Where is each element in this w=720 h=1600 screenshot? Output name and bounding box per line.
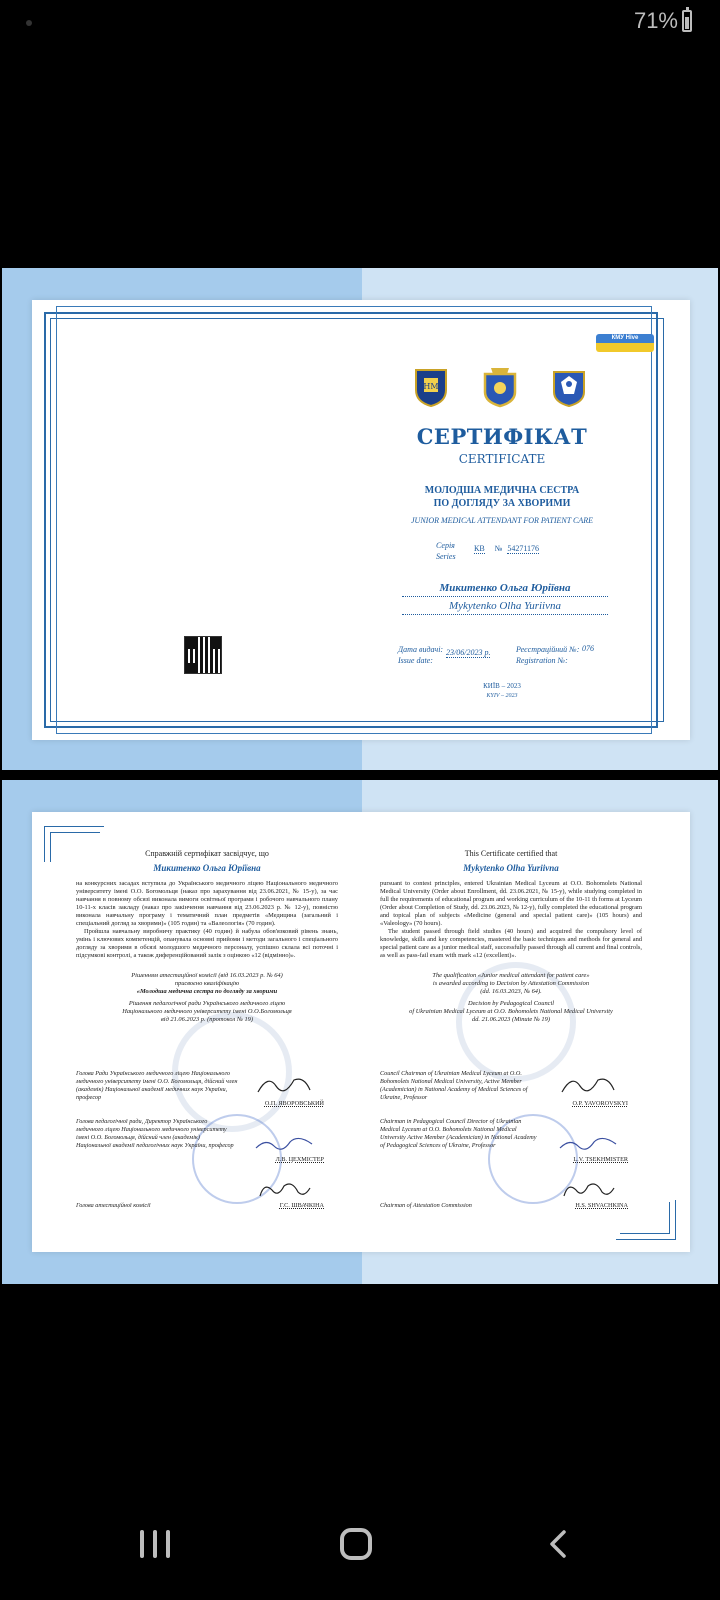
city-year-en: KYIV – 2023 bbox=[486, 693, 518, 699]
column-holder-name: Mykytenko Olha Yuriivna bbox=[463, 863, 559, 873]
signature-name: Л.В. ЦЕХМІСТЕР bbox=[275, 1156, 324, 1163]
signature-block bbox=[76, 1202, 324, 1210]
signature-name: О.П. ЯВОРОВСЬКИЙ bbox=[264, 1100, 324, 1107]
signature-block bbox=[380, 1070, 628, 1107]
svg-text:НМ: НМ bbox=[423, 382, 439, 391]
decision-block bbox=[76, 1000, 338, 1024]
emblem-row bbox=[410, 364, 590, 408]
series-label-en: Series bbox=[436, 552, 456, 561]
home-button[interactable] bbox=[340, 1528, 372, 1560]
column-heading: This Certificate certified that bbox=[464, 849, 558, 858]
signature-icon bbox=[558, 1178, 618, 1204]
series-number bbox=[474, 544, 547, 554]
battery-percent: 71% bbox=[633, 8, 678, 33]
signature-name: O.P. YAVOROVSKYI bbox=[572, 1100, 628, 1107]
column-body bbox=[380, 880, 642, 960]
signature-name: Г.С. ШВАЧКІНА bbox=[279, 1202, 324, 1209]
qualification-line: is awarded according to Decision by Attestation Commission bbox=[432, 980, 590, 987]
column-body bbox=[76, 880, 338, 960]
qualification-block bbox=[76, 972, 338, 996]
signature-icon bbox=[254, 1178, 314, 1204]
series-label-ua: Серія bbox=[436, 541, 455, 550]
brand-badge: КМУ Hive bbox=[596, 334, 654, 352]
system-nav-bar bbox=[0, 1500, 720, 1600]
signature-title: Chairman in Pedagogical Council Director of Ukrainian Medical Lyceum at O.O. Bohomolets National Medical University Active Member (Academician) in National Academy of Pedagogical Sciences of Ukraine, Professor bbox=[380, 1118, 537, 1149]
certificate-title-en: CERTIFICATE bbox=[458, 452, 546, 466]
qualification-ua-line2: ПО ДОГЛЯДУ ЗА ХВОРИМИ bbox=[433, 498, 571, 509]
column-paragraph: The student passed through field studies (40 hours) and acquired the compulsory level of knowledge, skills and key competencies, mastered the basic techniques and methods for general and special patient care as a junior medical staff, successfully passed through all current and final controls, as well as pass-fail exam with mark «12 (excellent)». bbox=[380, 928, 642, 959]
qualification-block bbox=[380, 972, 642, 996]
battery-icon bbox=[682, 10, 692, 32]
signature-icon bbox=[558, 1132, 618, 1158]
signature-block bbox=[76, 1070, 324, 1107]
qualification-line: «Молодша медична сестра по догляду за хворими bbox=[136, 988, 278, 995]
issue-date-label bbox=[398, 644, 443, 666]
decision-line: від 21.06.2023 р. (протокол № 19) bbox=[161, 1016, 253, 1023]
signature-icon bbox=[558, 1072, 618, 1098]
qualification-ua-line1: МОЛОДША МЕДИЧНА СЕСТРА bbox=[424, 485, 580, 496]
notification-dot bbox=[26, 20, 32, 26]
signature-block bbox=[76, 1118, 324, 1163]
university-crest-icon bbox=[410, 364, 452, 408]
back-column-en bbox=[380, 850, 642, 1024]
qualification-line: (dd. 16.03.2023, № 64). bbox=[480, 988, 542, 995]
decision-line: dd. 21.06.2023 (Minute № 19) bbox=[472, 1016, 550, 1023]
city-year-ua: КИЇВ – 2023 bbox=[483, 682, 521, 690]
holder-name-ua: Микитенко Ольга Юріївна bbox=[402, 582, 608, 597]
issue-date: 23/06/2023 р. bbox=[446, 648, 491, 657]
decision-block bbox=[380, 1000, 642, 1024]
qualification-en: JUNIOR MEDICAL ATTENDANT FOR PATIENT CARE bbox=[410, 516, 593, 525]
qualification-ua bbox=[362, 484, 642, 510]
certificate-back-sheet bbox=[32, 812, 690, 1252]
status-bar bbox=[0, 0, 720, 46]
signature-icon bbox=[254, 1072, 314, 1098]
signature-name: H.S. SHVACHKINA bbox=[575, 1202, 628, 1209]
column-heading: Справжній сертифікат засвідчує, що bbox=[145, 849, 269, 858]
decision-line: Національного медичного університету імені О.О.Богомольця bbox=[122, 1008, 292, 1015]
back-column-ua bbox=[76, 850, 338, 1024]
issue-label-ua: Дата видачі: bbox=[398, 645, 444, 654]
issue-label-en: Issue date: bbox=[398, 656, 433, 665]
signature-title: Голова педагогічної ради, Директор Українського медичного ліцею Національного медичного університету імені О.О. Богомольця, дійсний член (академік) Національної академії педагогічних наук України, професор bbox=[76, 1118, 234, 1149]
qualification-line: The qualification «Junior medical attendant for patient care» bbox=[432, 972, 590, 979]
registration-label bbox=[516, 644, 579, 666]
qr-code-icon[interactable] bbox=[184, 636, 222, 674]
lyceum-crest-icon bbox=[548, 364, 590, 408]
decision-line: of Ukrainian Medical Lyceum at O.O. Bohomolets National Medical University bbox=[409, 1008, 613, 1015]
series-value: КВ bbox=[474, 544, 485, 553]
kyiv-coat-of-arms-icon bbox=[479, 364, 521, 408]
number-label: № bbox=[494, 544, 503, 553]
column-paragraph: на конкурсних засадах вступила до Українського медичного ліцею Національного медичного університету імені О.О. Богомольця (наказ про зарахування від 23.06.2021, № 15-у), за час навчання в повному обсязі виконала вимоги освітньої програми і робочого навчального плану 10-11-х класів закладу (наказ про закінчення навчання від 23.06.2023 р. № 12-у), повністю виконала навчальну програму і тематичний план предметів «Медицина (загальний і спеціальний догляд за хворими)» (105 годин) та «Валеологія» (70 годин). bbox=[76, 880, 338, 927]
number-value: 54271176 bbox=[507, 544, 540, 553]
decision-line: Decision by Pedagogical Council bbox=[467, 1000, 555, 1007]
certificate-front-sheet bbox=[32, 300, 690, 740]
column-paragraph: Пройшла навчальну виробничу практику (40 годин) й набула обов'язковий рівень знань, умінь і ключових компетенцій, опанувала основні прийоми і методи загального і спеціального догляду за хворими в обсязі молодшого медичного персоналу, успішно склала всі поточні і підсумкові контролі, а також диференційований залік з оцінкою «12 (відмінно)». bbox=[76, 928, 338, 959]
recent-apps-button[interactable] bbox=[140, 1530, 170, 1558]
qualification-line: присвоєно кваліфікацію bbox=[174, 980, 240, 987]
signature-icon bbox=[254, 1132, 314, 1158]
column-paragraph: pursuant to contest principles, entered Ukrainian Medical Lyceum at O.O. Bohomolets National Medical University (Order about Enrollment, dd. 23.06.2021, № 15-у), while studying completed in full the requirements of educational program and working curriculum of the 10-11 th forms at Lyceum (Order about Completion of Study, dd. 23.06.2023, № 12-у), fully completed the educational program and topical plan of subjects «Medicine (general and special patient care)» (105 hours) and «Valeology» (70 hours). bbox=[380, 880, 642, 927]
reg-label-en: Registration №: bbox=[516, 656, 568, 665]
certificate-title-ua: СЕРТИФІКАТ bbox=[416, 424, 588, 449]
battery-indicator bbox=[634, 8, 692, 34]
column-holder-name: Микитенко Ольга Юріївна bbox=[153, 863, 261, 873]
signature-block bbox=[380, 1202, 628, 1210]
series-label bbox=[436, 540, 456, 562]
signature-name: L.V. TSEKHMISTER bbox=[573, 1156, 628, 1163]
signature-title: Голова Ради Українського медичного ліцею Національного медичного університету імені О.О. Богомольця, дійсний член (академік) Національної академії медичних наук України, професор bbox=[76, 1070, 238, 1101]
signature-block bbox=[380, 1118, 628, 1163]
certificate-back-page[interactable] bbox=[2, 780, 718, 1284]
signature-title: Голова атестаційної комісії bbox=[76, 1202, 151, 1209]
certificate-front-page[interactable] bbox=[2, 268, 718, 770]
signature-title: Chairman of Attestation Commission bbox=[380, 1202, 472, 1209]
signature-title: Council Chairman of Ukrainian Medical Lyceum at O.O. Bohomolets National Medical University, Active Member (Academician) in National Academy of Medical Sciences of Ukraine, Professor bbox=[380, 1070, 528, 1101]
reg-label-ua: Реєстраційний №: bbox=[516, 645, 580, 654]
back-button[interactable] bbox=[548, 1530, 568, 1558]
holder-name-en: Mykytenko Olha Yuriivna bbox=[402, 600, 608, 615]
decision-line: Рішення педагогічної ради Українського медичного ліцею bbox=[128, 1000, 286, 1007]
registration-number: 076 bbox=[582, 644, 594, 653]
qualification-line: Рішенням атестаційної комісії (від 16.03.2023 р. № 64) bbox=[131, 972, 283, 979]
